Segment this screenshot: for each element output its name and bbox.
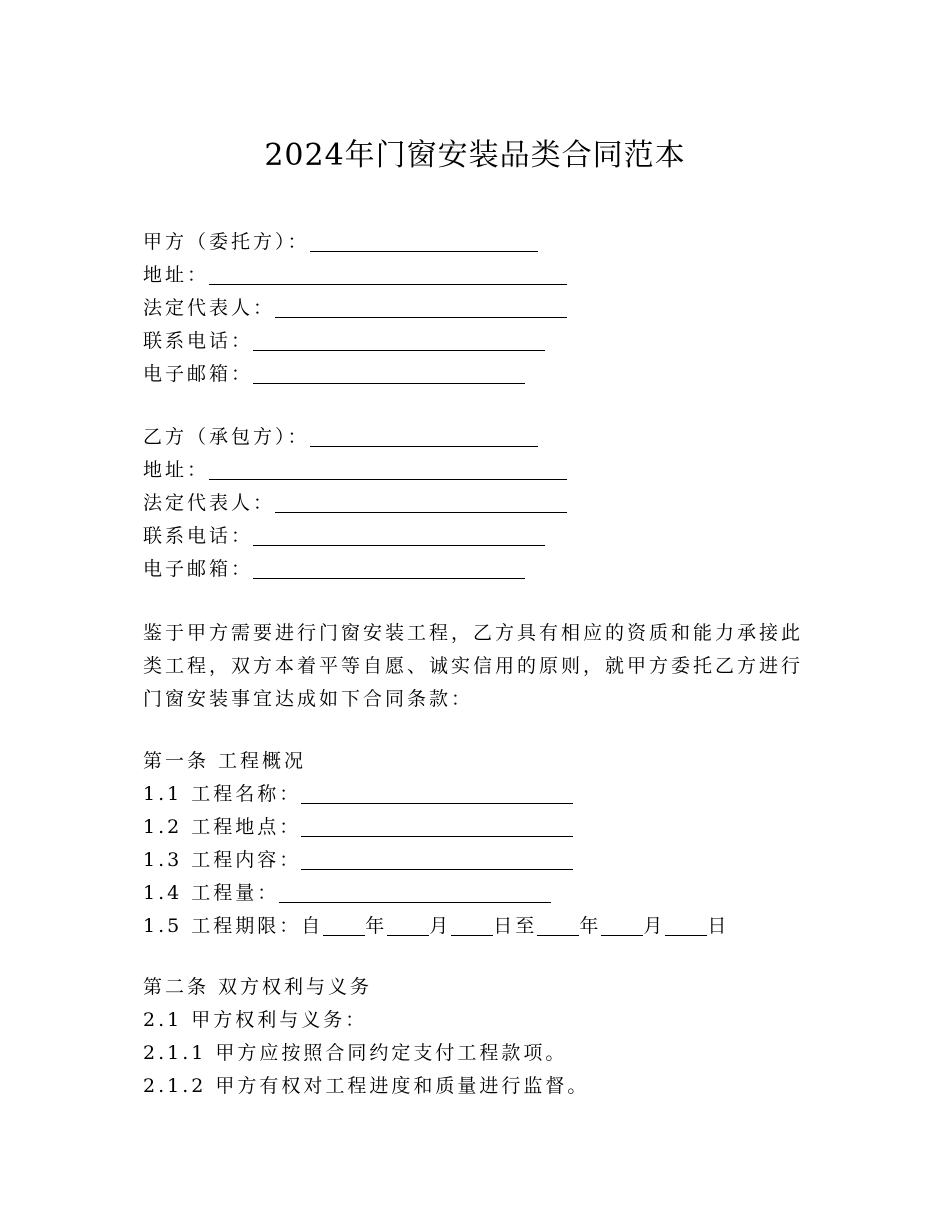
party-a-legal-rep-blank <box>275 295 567 318</box>
term-part: 年 <box>365 915 388 937</box>
article-2-sub-heading: 2.1 甲方权利与义务： <box>143 1009 368 1031</box>
party-a-heading-row <box>143 226 567 259</box>
party-a-legal-rep-row <box>143 292 567 325</box>
party-b-legal-rep-blank <box>275 490 567 513</box>
party-b-email-blank <box>253 556 525 579</box>
party-a-name-blank <box>310 229 538 252</box>
party-a-address-row <box>143 259 567 292</box>
project-term-row <box>143 910 729 943</box>
party-b-phone-label: 联系电话： <box>143 525 254 547</box>
party-b-phone-blank <box>253 523 545 546</box>
preamble-paragraph: 鉴于甲方需要进行门窗安装工程，乙方具有相应的资质和能力承接此类工程，双方本着平等自愿、诚实信用的原则，就甲方委托乙方进行门窗安装事宜达成如下合同条款： <box>143 622 804 710</box>
page-title: 2024年门窗安装品类合同范本 <box>264 138 686 173</box>
article-1-item-label: 1.1 工程名称： <box>143 783 302 805</box>
start-year-blank <box>323 913 365 936</box>
party-b-heading-row <box>143 421 567 454</box>
article-1-section <box>143 745 729 943</box>
project-quantity-blank <box>279 880 551 903</box>
party-a-phone-label: 联系电话： <box>143 330 254 352</box>
party-a-phone-row <box>143 325 567 358</box>
party-b-legal-rep-row <box>143 487 567 520</box>
article-2-section <box>143 971 589 1103</box>
party-a-address-label: 地址： <box>143 264 210 286</box>
party-b-address-row <box>143 454 567 487</box>
party-b-email-label: 电子邮箱： <box>143 558 254 580</box>
end-day-blank <box>665 913 707 936</box>
start-day-blank <box>451 913 493 936</box>
party-b-legal-rep-label: 法定代表人： <box>143 492 276 514</box>
article-2-heading: 第二条 双方权利与义务 <box>143 976 373 998</box>
party-b-address-blank <box>209 457 567 480</box>
party-b-address-label: 地址： <box>143 459 210 481</box>
party-a-phone-blank <box>253 328 545 351</box>
project-content-blank <box>301 847 573 870</box>
party-a-email-row <box>143 358 567 391</box>
article-1-item-label: 1.3 工程内容： <box>143 849 302 871</box>
party-a-section <box>143 226 567 391</box>
article-2-item: 2.1.1 甲方应按照合同约定支付工程款项。 <box>143 1042 568 1064</box>
project-location-blank <box>301 814 573 837</box>
party-b-email-row <box>143 553 567 586</box>
article-1-item-label: 1.4 工程量： <box>143 882 280 904</box>
term-part: 日 <box>707 915 730 937</box>
term-part: 日至 <box>493 915 538 937</box>
party-a-legal-rep-label: 法定代表人： <box>143 297 276 319</box>
party-a-heading: 甲方（委托方）： <box>143 231 310 253</box>
article-1-item-row <box>143 877 729 910</box>
article-1-heading: 第一条 工程概况 <box>143 750 307 772</box>
term-part: 月 <box>429 915 452 937</box>
start-month-blank <box>387 913 429 936</box>
party-a-email-label: 电子邮箱： <box>143 363 254 385</box>
article-1-item-label: 1.2 工程地点： <box>143 816 302 838</box>
end-year-blank <box>537 913 579 936</box>
term-part: 月 <box>643 915 666 937</box>
project-name-blank <box>301 781 573 804</box>
party-b-name-blank <box>310 424 538 447</box>
party-b-section <box>143 421 567 586</box>
article-2-item: 2.1.2 甲方有权对工程进度和质量进行监督。 <box>143 1075 590 1097</box>
article-1-item-row <box>143 811 729 844</box>
party-a-address-blank <box>209 262 567 285</box>
end-month-blank <box>601 913 643 936</box>
article-1-item-row <box>143 778 729 811</box>
term-part: 年 <box>579 915 602 937</box>
article-1-item-row <box>143 844 729 877</box>
party-b-phone-row <box>143 520 567 553</box>
party-a-email-blank <box>253 361 525 384</box>
project-term-label: 1.5 工程期限：自 <box>143 915 324 937</box>
party-b-heading: 乙方（承包方）： <box>143 426 310 448</box>
